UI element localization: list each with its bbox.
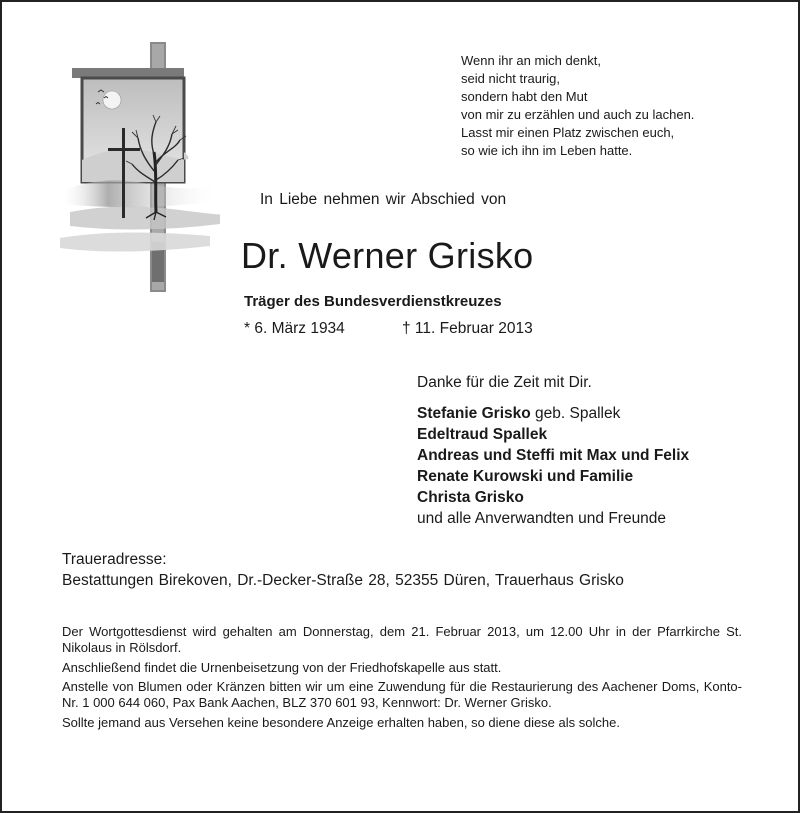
family-member: Christa Grisko: [417, 489, 524, 506]
address-label: Traueradresse:: [62, 551, 167, 568]
poem-line: seid nicht traurig,: [461, 71, 560, 86]
illustration-svg: [60, 42, 220, 292]
family-member: Andreas und Steffi mit Max und Felix: [417, 447, 690, 464]
family-member: Edeltraud Spallek: [417, 426, 548, 443]
thanks-line: Danke für die Zeit mit Dir.: [417, 374, 592, 391]
award-title: Träger des Bundesverdienstkreuzes: [244, 293, 502, 310]
service-notes: [62, 624, 742, 734]
note-paragraph: Anstelle von Blumen oder Kränzen bitten wir um eine Zuwendung für die Restaurierung des Aachener Doms, Konto-Nr. 1 000 644 060, Pax Bank Aachen, BLZ 370 601 93, Kennwort: Dr. Werner Grisko.: [62, 679, 742, 710]
family-member-name: Stefanie Grisko: [417, 405, 531, 422]
cross-tree-landscape-illustration-icon: [60, 42, 220, 297]
poem-block: [461, 52, 694, 160]
poem-line: Wenn ihr an mich denkt,: [461, 53, 601, 68]
poem-line: Lasst mir einen Platz zwischen euch,: [461, 125, 675, 140]
note-paragraph: Sollte jemand aus Versehen keine besondere Anzeige erhalten haben, so diene diese als solche.: [62, 714, 620, 730]
deceased-name: Dr. Werner Grisko: [241, 235, 534, 276]
death-date: † 11. Februar 2013: [402, 320, 533, 337]
family-list: [417, 403, 689, 529]
poem-line: sondern habt den Mut: [461, 89, 588, 104]
family-member-note: geb. Spallek: [530, 405, 621, 422]
note-paragraph: Anschließend findet die Urnenbeisetzung von der Friedhofskapelle aus statt.: [62, 659, 502, 675]
note-paragraph: Der Wortgottesdienst wird gehalten am Donnerstag, dem 21. Februar 2013, um 12.00 Uhr in der Pfarrkirche St. Nikolaus in Rölsdorf.: [62, 624, 742, 655]
family-closing: und alle Anverwandten und Freunde: [417, 510, 667, 527]
birth-date: * 6. März 1934: [244, 320, 345, 337]
family-member: Renate Kurowski und Familie: [417, 468, 634, 485]
address-text: Bestattungen Birekoven, Dr.-Decker-Straße 28, 52355 Düren, Trauerhaus Grisko: [62, 572, 624, 589]
family-member: [417, 403, 689, 424]
poem-line: so wie ich ihn im Leben hatte.: [461, 143, 633, 158]
farewell-intro: In Liebe nehmen wir Abschied von: [260, 191, 507, 208]
poem-line: von mir zu erzählen und auch zu lachen.: [461, 107, 695, 122]
